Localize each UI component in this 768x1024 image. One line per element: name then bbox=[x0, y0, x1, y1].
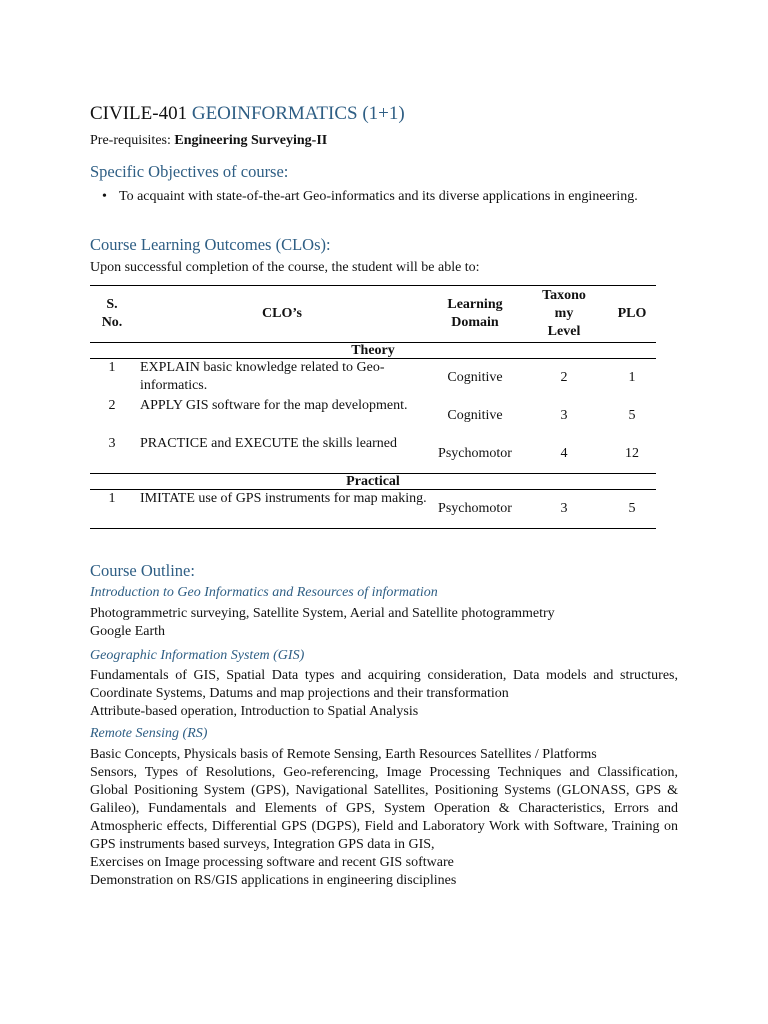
objective-text: To acquaint with state-of-the-art Geo-informatics and its diverse applications in engineering. bbox=[119, 189, 638, 204]
outline-paragraph: Basic Concepts, Physicals basis of Remote Sensing, Earth Resources Satellites / Platforms bbox=[90, 747, 597, 762]
outline-paragraph: Demonstration on RS/GIS applications in engineering disciplines bbox=[90, 873, 457, 888]
clo-heading: Course Learning Outcomes (CLOs): bbox=[90, 235, 331, 254]
outline-section-title: Remote Sensing (RS) bbox=[90, 726, 208, 741]
clo-intro: Upon successful completion of the course, the student will be able to: bbox=[90, 260, 480, 275]
clo-table bbox=[90, 285, 656, 529]
outline-section-body bbox=[90, 605, 678, 641]
objective-item bbox=[102, 188, 678, 206]
outline-section-body bbox=[90, 746, 678, 890]
outline-section-title: Introduction to Geo Informatics and Resources of information bbox=[90, 585, 438, 600]
col-domain: Learning Domain bbox=[447, 297, 503, 330]
outline-paragraph: Google Earth bbox=[90, 624, 166, 639]
outline-paragraph: Photogrammetric surveying, Satellite System, Aerial and Satellite photogrammetry bbox=[90, 606, 555, 621]
table-row: 3 PRACTICE and EXECUTE the skills learned Psychomotor 4 12 bbox=[108, 436, 639, 461]
col-plo: PLO bbox=[617, 306, 647, 321]
col-sno: S. No. bbox=[101, 297, 123, 330]
outline-section-body bbox=[90, 667, 678, 721]
outline-paragraph: Sensors, Types of Resolutions, Geo-referencing, Image Processing Techniques and Classification, Global Positioning System (GPS), Navigational Satellites, Positioning Systems (GLONASS, GPS & Galileo), Fundamentals and Elements of GPS, System Operation & Characteristics, Errors and Atmospheric effects, Differential GPS (DGPS), Field and Laboratory Work with Software, Training on GPS instruments based surveys, Integration GPS data in GIS, bbox=[90, 765, 678, 852]
outline-heading: Course Outline: bbox=[90, 561, 195, 580]
table-row: 2 APPLY GIS software for the map development. Cognitive 3 5 bbox=[108, 398, 636, 423]
table-row: 1 EXPLAIN basic knowledge related to Geo-informatics. Cognitive 2 1 bbox=[108, 360, 636, 393]
outline-paragraph: Exercises on Image processing software and recent GIS software bbox=[90, 855, 454, 870]
col-clo: CLO’s bbox=[262, 306, 302, 321]
objectives-heading: Specific Objectives of course: bbox=[90, 162, 289, 181]
outline-paragraph: Attribute-based operation, Introduction to Spatial Analysis bbox=[90, 704, 419, 719]
prereq-label: Pre-requisites: bbox=[90, 133, 171, 148]
prereq-value: Engineering Surveying-II bbox=[174, 133, 328, 148]
course-name: GEOINFORMATICS (1+1) bbox=[191, 103, 405, 124]
prerequisites bbox=[90, 133, 327, 149]
course-code: CIVILE-401 bbox=[90, 103, 188, 124]
outline-section-title: Geographic Information System (GIS) bbox=[90, 648, 305, 663]
course-title bbox=[90, 103, 405, 125]
table-row: 1 IMITATE use of GPS instruments for map making. Psychomotor 3 5 bbox=[90, 490, 656, 529]
section-theory: Theory bbox=[90, 343, 656, 359]
clo-table-header bbox=[90, 286, 656, 343]
bullet-icon: • bbox=[102, 189, 107, 204]
section-practical: Practical bbox=[90, 474, 656, 490]
outline-paragraph: Fundamentals of GIS, Spatial Data types and acquiring consideration, Data models and structures, Coordinate Systems, Datums and map projections and their transformation bbox=[90, 668, 678, 701]
col-taxonomy: Taxono my Level bbox=[542, 288, 586, 339]
